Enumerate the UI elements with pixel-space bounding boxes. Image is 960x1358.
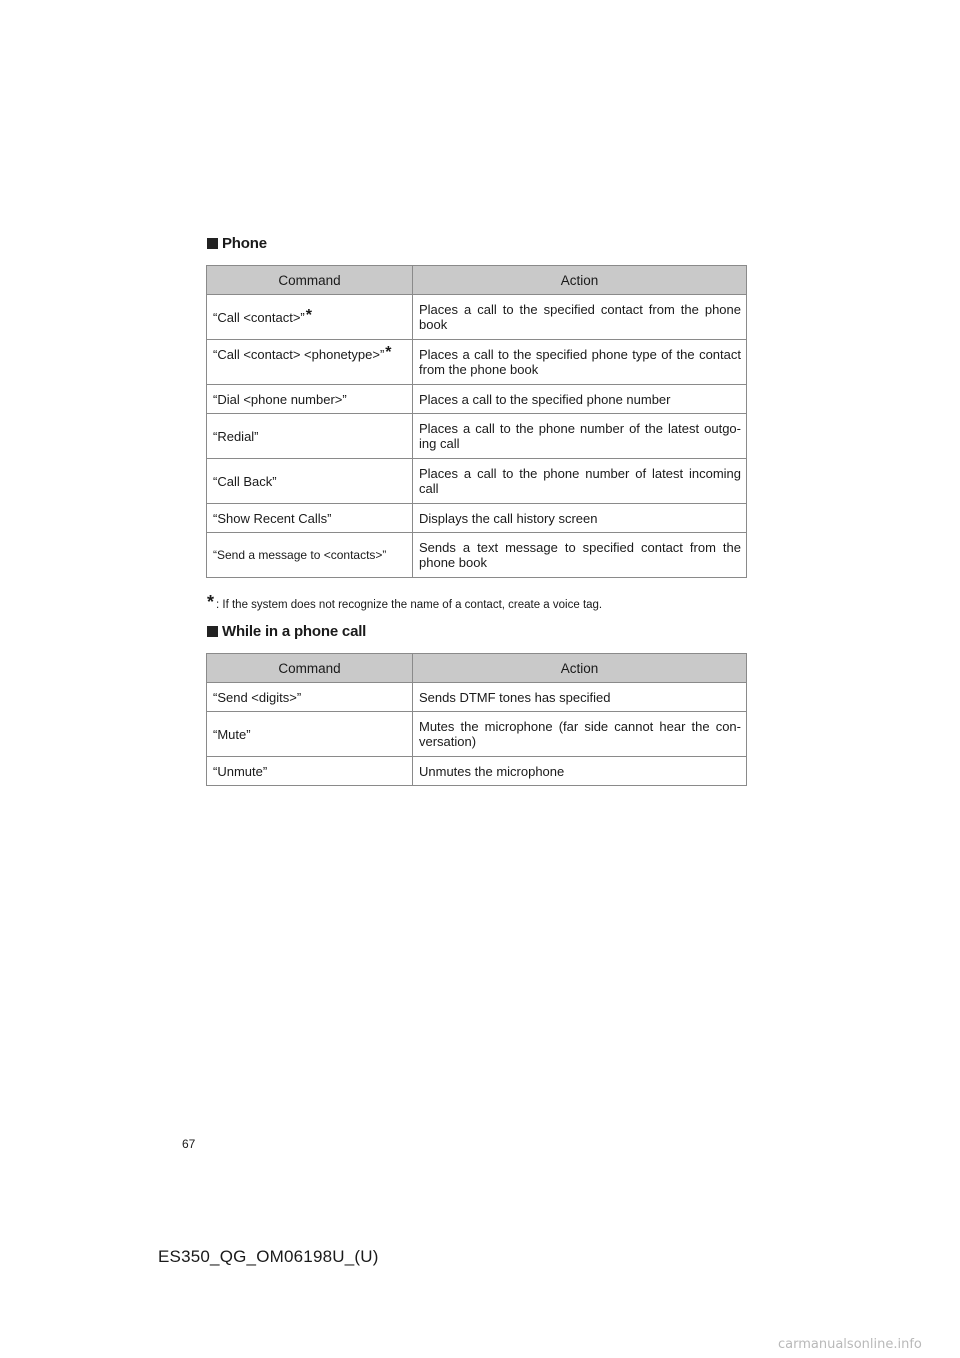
table-row — [207, 504, 747, 533]
column-header-command: Command — [207, 266, 413, 295]
command-cell — [207, 414, 413, 459]
action-cell: Places a call to the specified phone type of the contact from the phone book — [413, 340, 747, 385]
section-heading-text: Phone — [222, 235, 267, 252]
command-cell — [207, 504, 413, 533]
table-row — [207, 385, 747, 414]
column-header-command: Command — [207, 654, 413, 683]
column-header-action: Action — [413, 654, 747, 683]
command-cell — [207, 533, 413, 578]
command-text: “Send a message to <contacts>” — [213, 548, 387, 562]
square-bullet-icon — [207, 626, 218, 637]
command-text: “Show Recent Calls” — [213, 511, 332, 526]
action-cell: Unmutes the microphone — [413, 757, 747, 786]
footnote-text: : If the system does not recognize the name of a contact, create a voice tag. — [216, 599, 603, 611]
action-cell: Sends a text message to specified contact from the phone book — [413, 533, 747, 578]
command-cell — [207, 385, 413, 414]
table-header-row — [207, 654, 747, 683]
command-cell — [207, 340, 413, 385]
table-row — [207, 533, 747, 578]
action-cell: Displays the call history screen — [413, 504, 747, 533]
action-cell: Mutes the microphone (far side cannot hear the con- versation) — [413, 712, 747, 757]
command-text: “Call <contact> <phonetype>” — [213, 347, 385, 362]
table-row — [207, 712, 747, 757]
command-text: “Redial” — [213, 429, 259, 444]
action-cell: Places a call to the phone number of the latest outgo- ing call — [413, 414, 747, 459]
action-cell: Places a call to the phone number of latest incoming call — [413, 459, 747, 504]
section-heading-text: While in a phone call — [222, 623, 367, 640]
table-row — [207, 757, 747, 786]
section-heading-phone — [207, 235, 267, 252]
command-text: “Call Back” — [213, 474, 277, 489]
action-cell: Places a call to the specified contact from the phone book — [413, 295, 747, 340]
table-row — [207, 295, 747, 340]
footnote-star: * — [385, 344, 392, 361]
in-call-commands-table — [206, 653, 747, 786]
document-code: ES350_QG_OM06198U_(U) — [158, 1247, 379, 1266]
table-row — [207, 459, 747, 504]
footnote — [207, 592, 602, 613]
command-cell — [207, 459, 413, 504]
page-number: 67 — [182, 1137, 196, 1151]
watermark: carmanualsonline.info — [778, 1337, 922, 1352]
column-header-action: Action — [413, 266, 747, 295]
action-cell: Places a call to the specified phone number — [413, 385, 747, 414]
command-text: “Call <contact>” — [213, 310, 305, 325]
command-text: “Dial <phone number>” — [213, 392, 347, 407]
command-cell: “Unmute” — [207, 757, 413, 786]
section-heading-while-in-call — [207, 623, 366, 640]
command-cell: “Mute” — [207, 712, 413, 757]
footnote-star: * — [305, 307, 312, 324]
phone-commands-table — [206, 265, 747, 578]
table-row — [207, 340, 747, 385]
command-cell: “Send <digits>” — [207, 683, 413, 712]
footnote-mark: * — [207, 592, 215, 612]
command-cell — [207, 295, 413, 340]
table-header-row — [207, 266, 747, 295]
table-row — [207, 414, 747, 459]
table-row — [207, 683, 747, 712]
action-cell: Sends DTMF tones has specified — [413, 683, 747, 712]
square-bullet-icon — [207, 238, 218, 249]
